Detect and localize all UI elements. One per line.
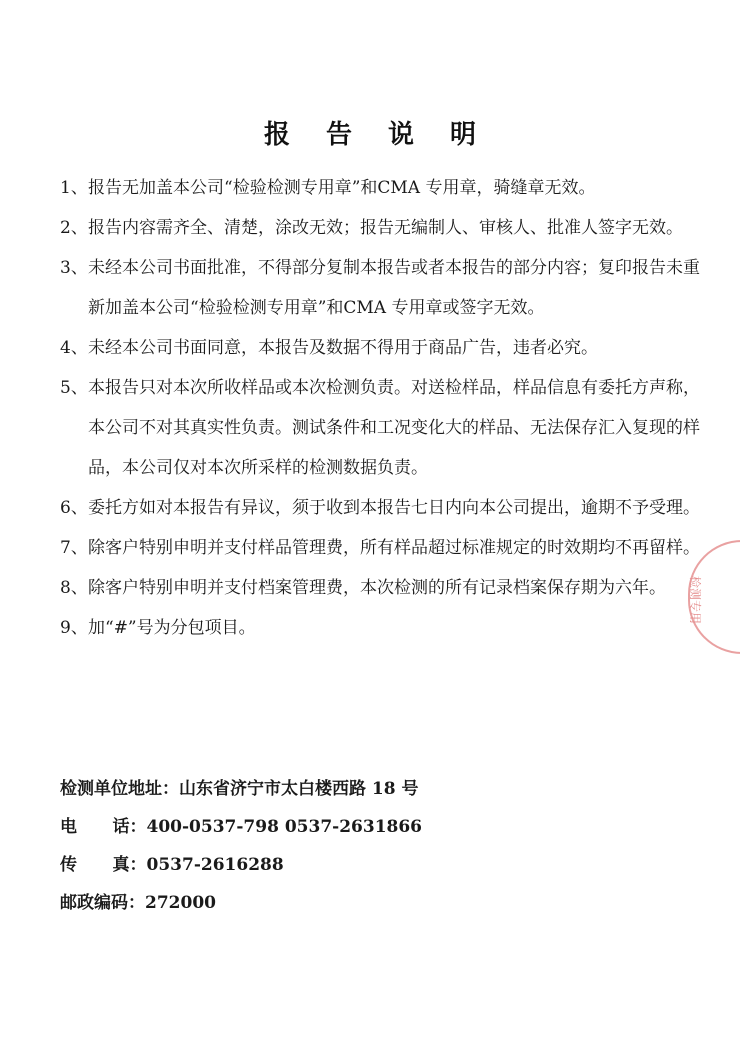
clause-text: 除客户特别申明并支付档案管理费，本次检测的所有记录档案保存期为六年。 <box>88 578 666 598</box>
page-title: 报告说明 <box>263 120 512 150</box>
clause-item <box>60 208 700 248</box>
clause-number: 3、 <box>60 258 88 278</box>
clause-number: 9、 <box>60 618 88 638</box>
contact-block <box>60 770 700 922</box>
clause-number: 6、 <box>60 498 88 518</box>
fax-row <box>60 846 700 884</box>
address-value: 山东省济宁市太白楼西路 18 号 <box>179 779 419 799</box>
fax-value: 0537-2616288 <box>146 855 284 875</box>
clause-text: 本报告只对本次所收样品或本次检测负责。对送检样品，样品信息有委托方声称，本公司不对其真实性负责。测试条件和工况变化大的样品、无法保存汇入复现的样品，本公司仅对本次所采样的检测数据负责。 <box>88 378 700 478</box>
clause-number: 7、 <box>60 538 88 558</box>
clause-text: 加“#”号为分包项目。 <box>88 618 256 638</box>
clause-item <box>60 328 700 368</box>
postcode-row <box>60 884 700 922</box>
clause-number: 4、 <box>60 338 88 358</box>
clause-text: 报告无加盖本公司“检验检测专用章”和CMA 专用章，骑缝章无效。 <box>88 178 596 198</box>
clause-text: 未经本公司书面同意，本报告及数据不得用于商品广告，违者必究。 <box>88 338 598 358</box>
clause-text: 未经本公司书面批准，不得部分复制本报告或者本报告的部分内容；复印报告未重新加盖本公司“检验检测专用章”和CMA 专用章或签字无效。 <box>88 258 700 318</box>
clause-number: 1、 <box>60 178 88 198</box>
clause-text: 委托方如对本报告有异议，须于收到本报告七日内向本公司提出，逾期不予受理。 <box>88 498 700 518</box>
clause-item <box>60 608 700 648</box>
phone-label: 电 话： <box>60 817 147 837</box>
clause-number: 8、 <box>60 578 88 598</box>
clause-item <box>60 568 700 608</box>
phone-row <box>60 808 700 846</box>
fax-label: 传 真： <box>60 855 147 875</box>
clause-list <box>60 168 700 648</box>
phone-value: 400-0537-798 0537-2631866 <box>146 817 423 837</box>
postcode-label: 邮政编码： <box>60 893 145 913</box>
clause-item <box>60 168 700 208</box>
clause-text: 除客户特别申明并支付样品管理费，所有样品超过标准规定的时效期均不再留样。 <box>88 538 700 558</box>
seal-text: 检测专用 <box>688 576 702 625</box>
clause-number: 5、 <box>60 378 88 398</box>
address-label: 检测单位地址： <box>60 779 179 799</box>
address-row <box>60 770 700 808</box>
clause-item <box>60 528 700 568</box>
postcode-value: 272000 <box>145 893 216 913</box>
clause-text: 报告内容需齐全、清楚，涂改无效；报告无编制人、审核人、批准人签字无效。 <box>88 218 683 238</box>
clause-item <box>60 368 700 488</box>
clause-item <box>60 248 700 328</box>
clause-number: 2、 <box>60 218 88 238</box>
clause-item <box>60 488 700 528</box>
